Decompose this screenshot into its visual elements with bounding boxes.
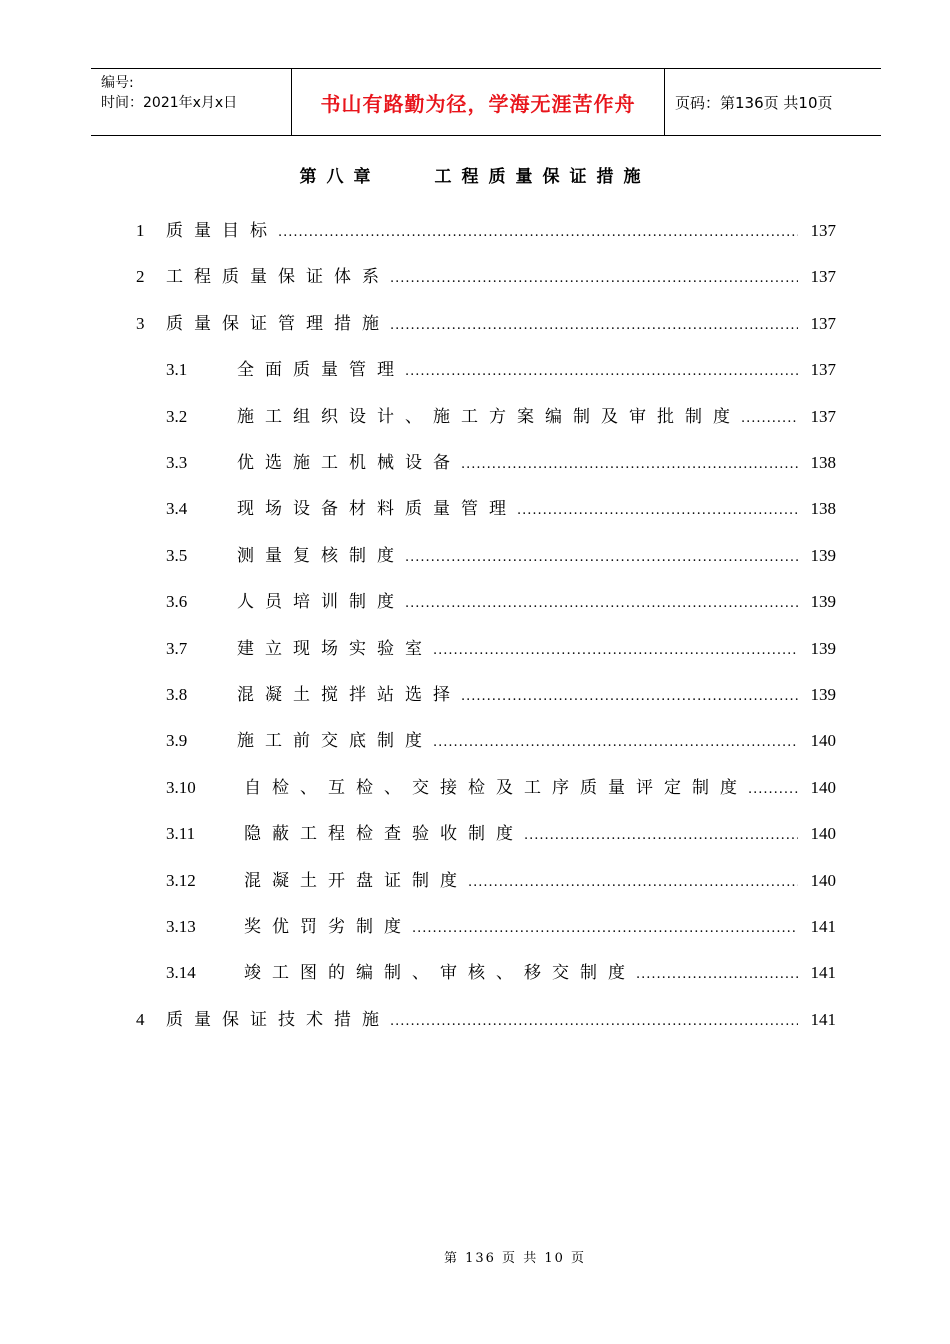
toc-entry-title: 施工前交底制度 xyxy=(237,731,433,752)
toc-entry-number: 3.11 xyxy=(166,824,196,844)
toc-entry-number: 3.14 xyxy=(166,963,196,983)
toc-entry-page: 139 xyxy=(810,545,836,565)
toc-entry-page: 138 xyxy=(810,453,836,472)
toc-leader-dots xyxy=(468,871,798,895)
toc-entry[interactable] xyxy=(166,405,836,429)
toc-entry-number: 3.7 xyxy=(166,638,188,658)
toc-entry[interactable] xyxy=(166,776,836,800)
toc-entry[interactable] xyxy=(136,1008,836,1032)
toc-entry-number: 1 xyxy=(136,221,145,240)
toc-entry[interactable] xyxy=(166,961,836,985)
toc-entry[interactable] xyxy=(166,683,836,707)
toc-entry-title: 建立现场实验室 xyxy=(237,638,433,659)
chapter-title: 第八章 工程质量保证措施 xyxy=(299,167,651,187)
toc-entry-page: 137 xyxy=(810,221,836,240)
toc-entry[interactable] xyxy=(166,869,836,893)
toc-entry[interactable] xyxy=(166,358,836,382)
toc-entry-page: 140 xyxy=(810,731,836,751)
toc-entry-number: 3.12 xyxy=(166,870,196,890)
toc-entry-title: 人员培训制度 xyxy=(237,592,405,613)
toc-entry[interactable] xyxy=(136,312,836,336)
toc-entry[interactable] xyxy=(166,637,836,661)
toc-leader-dots xyxy=(524,824,798,848)
toc-entry-title: 质量保证技术措施 xyxy=(166,1009,390,1030)
toc-entry-title: 现场设备材料质量管理 xyxy=(237,499,517,520)
serial-label: 编号: xyxy=(101,75,134,91)
toc-leader-dots xyxy=(433,639,798,663)
toc-entry-title: 质量保证管理措施 xyxy=(166,313,390,334)
page-header xyxy=(91,68,881,136)
toc-entry-number: 3.5 xyxy=(166,545,188,565)
toc-leader-dots xyxy=(517,499,798,523)
toc-entry-page: 140 xyxy=(810,777,836,797)
toc-entry-title: 优选施工机械设备 xyxy=(237,453,461,473)
toc-entry-number: 2 xyxy=(136,267,145,287)
page-footer: 第 136 页 共 10 页 xyxy=(443,1251,587,1266)
toc-entry-title: 奖优罚劣制度 xyxy=(244,917,412,937)
toc-entry-number: 3.4 xyxy=(166,499,188,519)
toc-entry-title: 竣工图的编制、审核、移交制度 xyxy=(244,963,636,984)
toc-entry[interactable] xyxy=(166,822,836,846)
toc-entry-page: 137 xyxy=(810,267,836,287)
toc-entry-page: 141 xyxy=(810,1009,836,1029)
time-label: 时间：2021年x月x日 xyxy=(101,95,238,111)
toc-entry-title: 自检、互检、交接检及工序质量评定制度 xyxy=(244,777,748,798)
toc-entry[interactable] xyxy=(166,590,836,614)
toc-leader-dots xyxy=(636,963,798,987)
toc-leader-dots xyxy=(741,407,798,431)
toc-leader-dots xyxy=(405,360,798,384)
toc-entry-title: 施工组织设计、施工方案编制及审批制度 xyxy=(237,406,741,427)
toc-entry-page: 138 xyxy=(810,499,836,519)
header-motto: 书山有路勤为径，学海无涯苦作舟 xyxy=(292,69,665,135)
toc-leader-dots xyxy=(405,592,798,616)
toc-leader-dots xyxy=(461,685,798,709)
toc-entry-number: 4 xyxy=(136,1009,145,1029)
toc-entry-number: 3.8 xyxy=(166,685,188,704)
toc-leader-dots xyxy=(278,221,798,245)
toc-leader-dots xyxy=(405,546,798,570)
toc-leader-dots xyxy=(390,314,798,338)
toc-entry-page: 137 xyxy=(810,406,836,426)
toc-entry[interactable] xyxy=(166,544,836,568)
toc-entry[interactable] xyxy=(166,729,836,753)
toc-entry-title: 隐蔽工程检查验收制度 xyxy=(244,824,524,845)
toc-entry-page: 139 xyxy=(810,638,836,658)
toc-leader-dots xyxy=(433,731,798,755)
toc-entry-title: 混凝土开盘证制度 xyxy=(244,870,468,891)
toc-leader-dots xyxy=(461,453,798,477)
toc-entry-title: 测量复核制度 xyxy=(237,545,405,566)
toc-entry[interactable] xyxy=(136,219,836,243)
header-page-info: 页码：第136页 共10页 xyxy=(675,93,833,112)
header-meta xyxy=(91,69,292,135)
toc-entry-page: 141 xyxy=(810,963,836,983)
toc-entry-title: 混凝土搅拌站选择 xyxy=(237,685,461,705)
toc-entry-number: 3.10 xyxy=(166,777,196,797)
toc-entry-page: 139 xyxy=(810,685,836,704)
toc-entry-title: 全面质量管理 xyxy=(237,360,405,381)
toc-entry-title: 质量目标 xyxy=(166,221,278,241)
toc-entry[interactable] xyxy=(166,497,836,521)
toc-entry-title: 工程质量保证体系 xyxy=(166,267,390,288)
toc-entry[interactable] xyxy=(166,915,836,939)
toc-entry-page: 140 xyxy=(810,870,836,890)
toc-entry-page: 139 xyxy=(810,592,836,612)
toc-entry[interactable] xyxy=(136,265,836,289)
toc-entry-number: 3.2 xyxy=(166,406,188,426)
toc-leader-dots xyxy=(748,778,798,802)
toc-entry-page: 137 xyxy=(810,360,836,380)
toc-entry-page: 141 xyxy=(810,917,836,936)
toc-entry[interactable] xyxy=(166,451,836,475)
toc-entry-number: 3.9 xyxy=(166,731,188,751)
toc-entry-number: 3.6 xyxy=(166,592,188,612)
toc-entry-page: 137 xyxy=(810,313,836,333)
toc-leader-dots xyxy=(412,917,798,941)
toc-entry-number: 3.13 xyxy=(166,917,196,936)
toc-entry-number: 3.3 xyxy=(166,453,188,472)
toc-entry-page: 140 xyxy=(810,824,836,844)
toc-entry-number: 3.1 xyxy=(166,360,188,380)
toc-entry-number: 3 xyxy=(136,313,145,333)
toc-leader-dots xyxy=(390,267,798,291)
toc-leader-dots xyxy=(390,1010,798,1034)
